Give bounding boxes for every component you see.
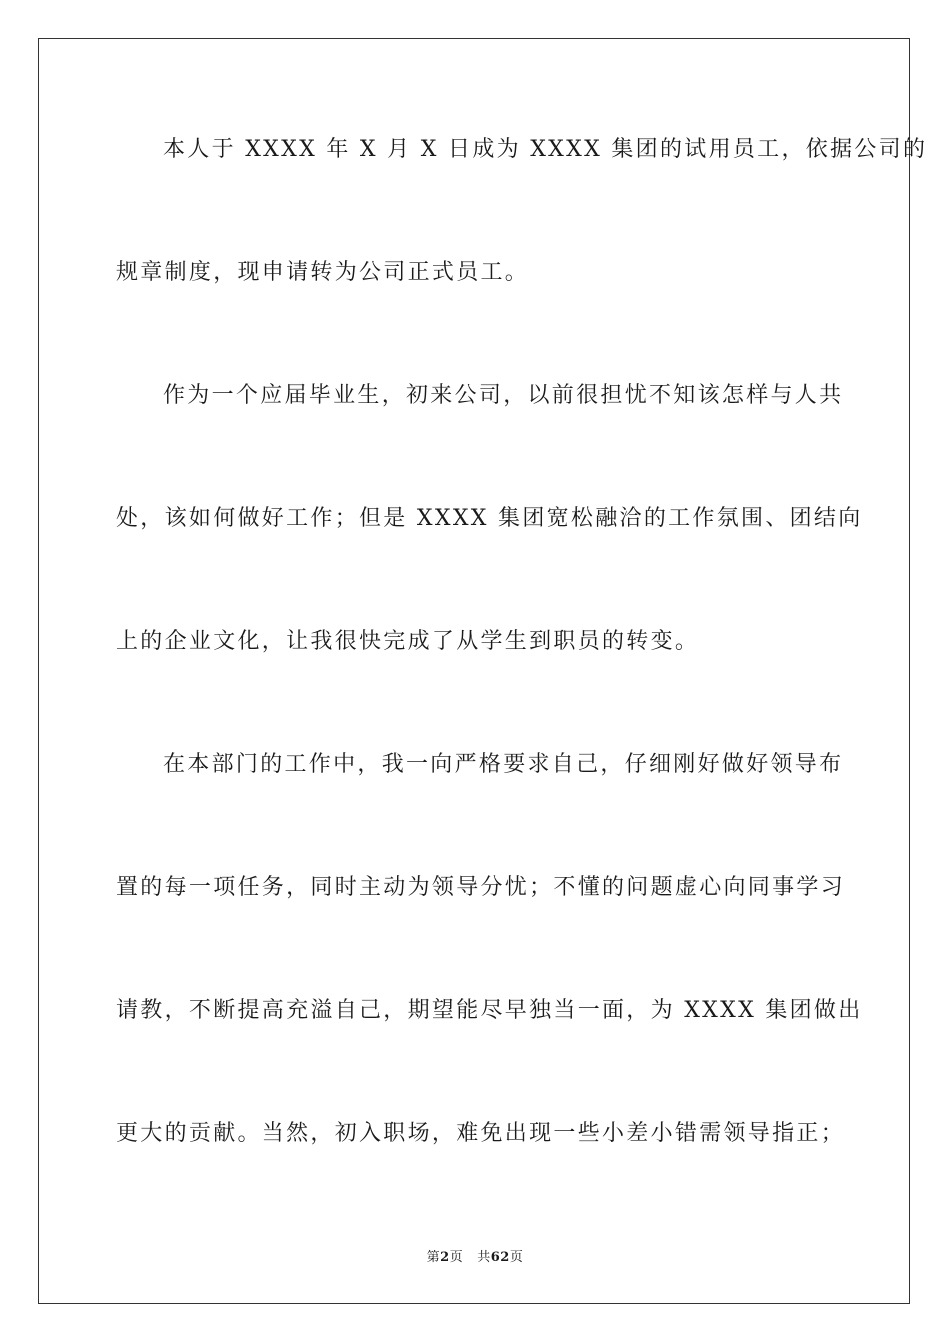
text-line: 本人于 XXXX 年 X 月 X 日成为 XXXX 集团的试用员工，依据公司的 — [163, 137, 928, 162]
total-prefix: 共 — [477, 1250, 491, 1265]
page-number: 2 — [440, 1250, 450, 1265]
document-body — [116, 100, 928, 1207]
page-suffix: 页 — [449, 1250, 464, 1265]
total-suffix: 页 — [509, 1250, 524, 1265]
text-line: 更大的贡献。当然，初入职场，难免出现一些小差小错需领导指正； — [116, 1121, 846, 1146]
text-line: 规章制度，现申请转为公司正式员工。 — [116, 260, 530, 285]
text-line: 置的每一项任务，同时主动为领导分忧；不懂的问题虚心向同事学习 — [116, 875, 846, 900]
total-pages: 62 — [490, 1250, 510, 1265]
text-line: 请教，不断提高充溢自己，期望能尽早独当一面，为 XXXX 集团做出 — [116, 998, 863, 1023]
text-line: 在本部门的工作中，我一向严格要求自己，仔细刚好做好领导布 — [163, 752, 844, 777]
page-footer — [0, 1246, 950, 1265]
text-line: 作为一个应届毕业生，初来公司，以前很担忧不知该怎样与人共 — [163, 383, 844, 408]
page-prefix: 第 — [426, 1250, 441, 1265]
text-line: 上的企业文化，让我很快完成了从学生到职员的转变。 — [116, 629, 700, 654]
text-line: 处，该如何做好工作；但是 XXXX 集团宽松融洽的工作氛围、团结向 — [116, 506, 863, 531]
